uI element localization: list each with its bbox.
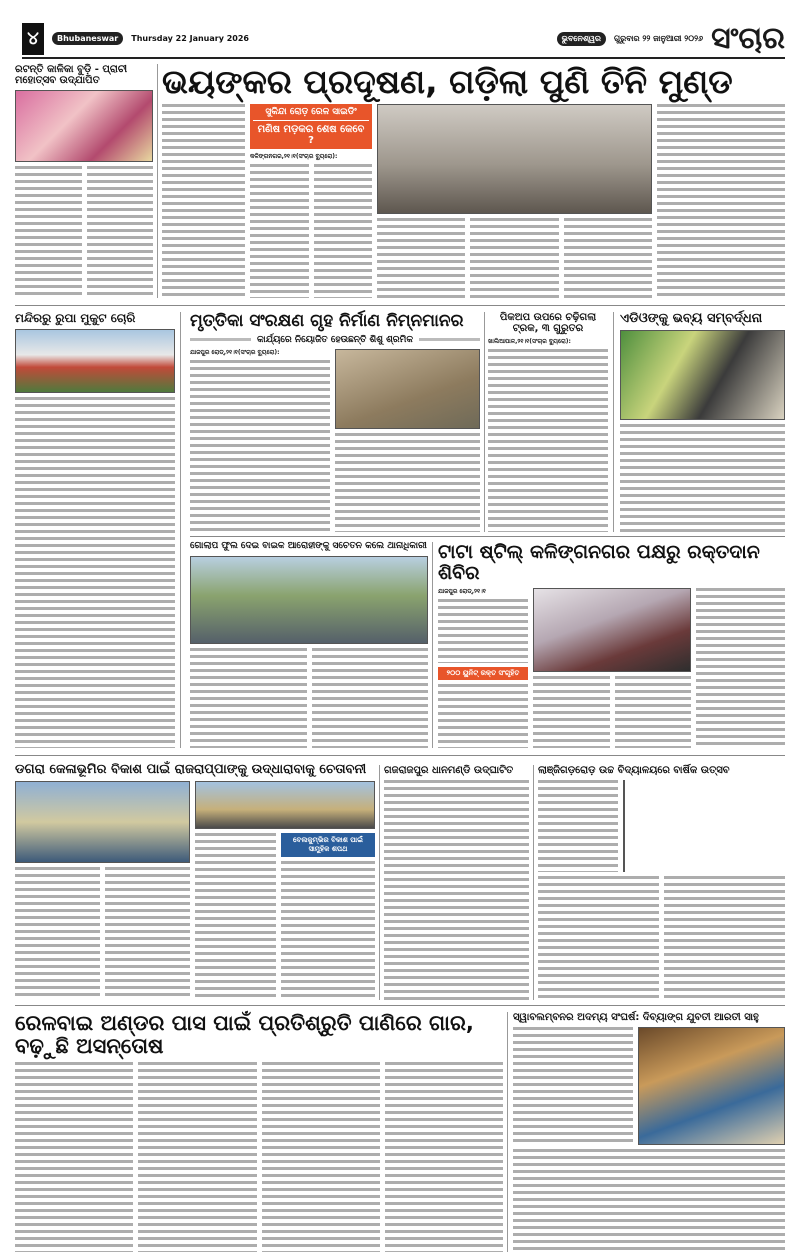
subhead-rule-left [190, 338, 251, 341]
soil-dateline: ଯାଜପୁର ରୋଡ୍,୨୧।୧(ସଂଚାର ବ୍ୟୁରୋ): [190, 348, 280, 356]
tata-body [438, 599, 528, 663]
underpass-body [15, 1062, 133, 1252]
pollution-photo [377, 104, 652, 214]
pollution-dateline: କଳିଙ୍ଗନଗର,୨୧।୧(ସଂଚାର ବ୍ୟୁରୋ): [250, 153, 338, 161]
soil-subhead-text: କାର୍ଯ୍ୟରେ ନିୟୋଜିତ ହେଉଛନ୍ତି ଶିଶୁ ଶ୍ରମିକ [257, 334, 413, 345]
dagara-box-column [281, 833, 375, 1000]
tata-body-3 [438, 684, 528, 748]
pollution-body-0 [162, 104, 245, 298]
pollution-body-6 [564, 218, 652, 298]
divider [15, 1005, 785, 1006]
pollution-body-5 [470, 218, 558, 298]
dagara-body-2 [105, 867, 190, 1000]
dagara-left-column [15, 781, 190, 1000]
soil-text-column [190, 349, 330, 532]
dagara-right-column [195, 781, 375, 1000]
divider [190, 536, 785, 537]
dagara-body [15, 867, 100, 1000]
school-body [538, 780, 618, 872]
city-label-en: Bhubaneswar [52, 32, 123, 45]
pollution-body-4 [377, 218, 465, 298]
soil-subhead [190, 335, 480, 345]
divider [157, 64, 158, 298]
crown-photo [15, 329, 175, 393]
crown-headline: ମନ୍ଦିରରୁ ରୁପା ମୁକୁଟ ଚୋରି [15, 311, 136, 325]
arati-photo [638, 1027, 785, 1145]
date-en: Thursday 22 January 2026 [131, 34, 249, 43]
city-label-or: ଭୁବନେଶ୍ୱର [557, 32, 606, 46]
pollution-body-3 [657, 104, 785, 298]
pollution-headline: ଭୟଙ୍କର ପ୍ରଦୂଷଣ, ଗଡ଼ିଲା ପୁଣି ତିନି ମୁଣ୍ଡ [162, 62, 733, 101]
tata-body-2 [696, 588, 785, 748]
pollution-box-line2: ମଣିଷ ମଡ଼କର ଶେଷ କେବେ ? [257, 124, 365, 147]
tata-box: ୨୦୦ ୟୁନିଟ୍ ରକ୍ତ ସଂଗୃହିତ [438, 667, 528, 680]
subhead-rule-right [419, 338, 480, 341]
school-article [538, 765, 785, 1000]
school-body-2 [538, 876, 659, 1000]
pollution-box-line1: ସୁକିନ୍ଦା ରୋଡ଼ ରେଳ ସାଇଡିଂ [253, 107, 369, 121]
rose-body [190, 648, 307, 748]
divider [484, 312, 485, 532]
dagara-body-3 [195, 833, 276, 1000]
ado-headline: ଏଡିଓଙ୍କୁ ଭବ୍ୟ ସମ୍ବର୍ଦ୍ଧନା [620, 311, 763, 326]
pollution-body [250, 164, 309, 298]
prachi-photo [15, 90, 153, 162]
soil-headline: ମୃତ୍ତିକା ସଂରକ୍ଷଣ ଗୃହ ନିର୍ମାଣ ନିମ୍ନମାନର [190, 311, 464, 331]
divider [180, 312, 181, 748]
dagara-article [15, 763, 375, 1000]
soil-article [190, 312, 480, 532]
divider [432, 542, 433, 748]
crown-article [15, 312, 175, 748]
page-header [22, 20, 785, 57]
rose-photo [190, 556, 428, 644]
pollution-photo-column [377, 104, 652, 298]
pollution-article [162, 64, 785, 298]
mandi-body [384, 780, 529, 1000]
date-or: ଗୁରୁବାର ୨୨ ଜାନୁଆରୀ ୨୦୨୬ [614, 33, 704, 43]
mandi-headline: ଗଜରାଜପୁର ଧାନମଣ୍ଡି ଉଦ୍‌ଘାଟିତ [384, 765, 514, 776]
dagara-box: ବେଲକୁମ୍ଭିର ବିକାଶ ପାଇଁ ସାମୁହିକ ଶପଥ [281, 833, 375, 857]
pollution-box-column [250, 104, 372, 298]
tata-photo-column [533, 588, 691, 748]
mandi-article [384, 765, 529, 1000]
school-photo [623, 780, 625, 872]
underpass-body-4 [385, 1062, 503, 1252]
ado-photo [620, 330, 785, 420]
pollution-box [250, 104, 372, 149]
tata-dateline: ଯାଜପୁର ରୋଡ୍,୨୧।୧ [438, 587, 486, 595]
prachi-article [15, 64, 153, 298]
divider [15, 755, 785, 756]
dagara-photo-1 [15, 781, 190, 863]
dagara-body-4 [281, 861, 375, 1000]
soil-body-2 [335, 433, 480, 532]
ado-body [620, 424, 785, 532]
divider [507, 1012, 508, 1252]
divider [613, 312, 614, 532]
school-headline: ଲାଞ୍ଜିଗଡ଼ରୋଡ଼ ଉଚ୍ଚ ବିଦ୍ୟାଳୟରେ ବାର୍ଷିକ ଉତ୍ସବ [538, 765, 730, 776]
truck-body [488, 349, 608, 532]
rose-headline: ଗୋଲାପ ଫୁଲ ଦେଇ ବାଇକ ଆରୋହୀଙ୍କୁ ସଚେତନ କଲେ ଥାନାଧିକାରୀ [190, 541, 427, 551]
tata-text-column [438, 588, 528, 748]
school-body-3 [664, 876, 785, 1000]
soil-photo [335, 349, 480, 429]
prachi-body-2 [87, 166, 154, 298]
truck-dateline: ଖାଲିଆପାଳ,୨୧।୧(ସଂଚାର ବ୍ୟୁରୋ): [488, 338, 571, 345]
underpass-body-3 [262, 1062, 380, 1252]
crown-body [15, 397, 175, 748]
divider [15, 305, 785, 306]
arati-body [513, 1027, 633, 1145]
prachi-body [15, 166, 82, 298]
truck-headline: ପିକଅପ ଉପରେ ଚଢ଼ିଗଲା ଟ୍ରକ, ୩ ଗୁରୁତର [499, 312, 597, 334]
header-rule [22, 57, 785, 59]
rose-body-2 [312, 648, 429, 748]
page-number: ୪ [22, 23, 44, 55]
arati-article [513, 1012, 785, 1252]
ado-article [620, 312, 785, 532]
underpass-article [15, 1012, 503, 1252]
pollution-body-2 [314, 164, 373, 298]
dagara-headline: ଡଗରା କେଳାଭୂମିର ବିକାଶ ପାଇଁ ରାଜରାପ୍ପାଙ୍କୁ ଉଦ୍ଧାରାବାକୁ ଚେତାବନୀ [15, 762, 367, 777]
soil-photo-column [335, 349, 480, 532]
soil-body [190, 360, 330, 532]
tata-article [438, 542, 785, 748]
masthead-logo: ସଂଚାର [711, 20, 785, 56]
tata-photo [533, 588, 691, 672]
dagara-photo-2 [195, 781, 375, 829]
tata-body-4 [533, 676, 610, 748]
truck-article [488, 312, 608, 532]
rose-article [190, 542, 428, 748]
arati-body-2 [513, 1149, 785, 1252]
arati-headline: ସ୍ୱାବଲମ୍ବନର ଅଦମ୍ୟ ସଂଘର୍ଷ: ଦିବ୍ୟାଙ୍ଗ ଯୁବତୀ ଆରତୀ ସାହୁ [513, 1012, 759, 1023]
divider [379, 765, 380, 1000]
underpass-body-2 [138, 1062, 256, 1252]
tata-headline: ଟାଟା ଷ୍ଟିଲ୍ କଳିଙ୍ଗନଗର ପକ୍ଷରୁ ରକ୍ତଦାନ ଶିବିର [438, 541, 760, 584]
tata-body-5 [615, 676, 692, 748]
underpass-headline: ରେଳବାଇ ଅଣ୍ଡର ପାସ ପାଇଁ ପ୍ରତିଶ୍ରୁତି ପାଣିରେ ଗାର, ବଢ଼ୁଛି ଅସନ୍ତୋଷ [15, 1011, 474, 1059]
prachi-headline: ରଟନ୍ତି କାଳିକା ବୁଡ଼ି - ପ୍ରାଚୀ ମହୋତ୍ସବ ଉଦ୍‌ଯାପିତ [15, 64, 128, 86]
divider [533, 765, 534, 1000]
